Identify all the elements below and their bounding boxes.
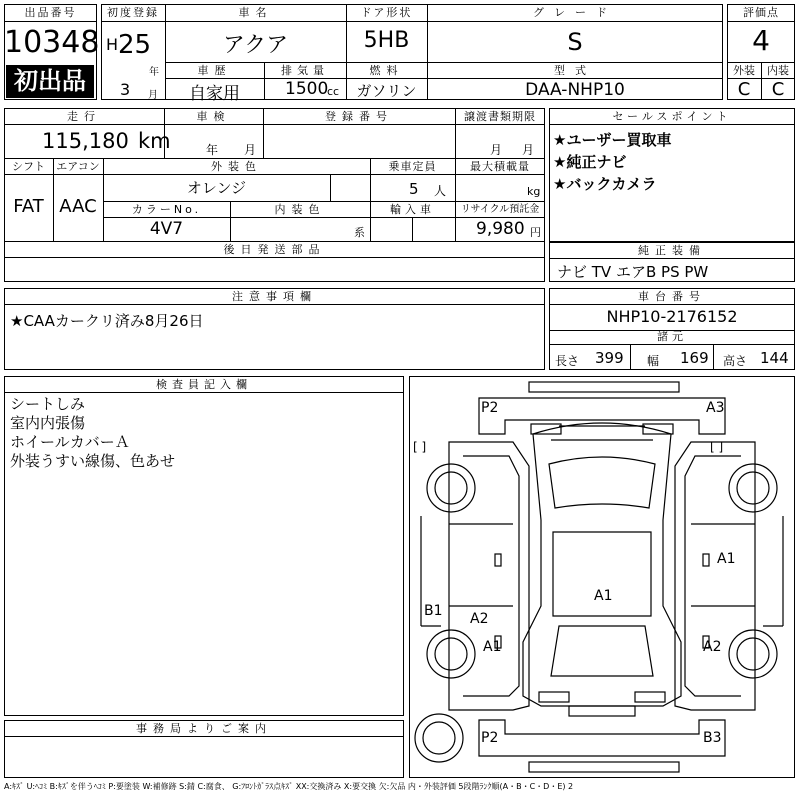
length: 399 <box>595 349 624 367</box>
sales-point: ★純正ナビ <box>553 153 627 171</box>
shift: FAT <box>13 196 44 217</box>
equipment: ナビ TV エアB PS PW <box>557 263 709 281</box>
inspector-line: シートしみ <box>10 395 86 413</box>
equipment-label: 純正装備 <box>638 244 706 257</box>
length-label: 長さ <box>555 354 580 368</box>
transfer-deadline-label: 譲渡書類期限 <box>464 110 536 123</box>
sales-point: ★ユーザー買取車 <box>553 131 672 149</box>
chassis-number: NHP10-2176152 <box>606 307 738 326</box>
reg-month: 3 <box>120 80 131 99</box>
displacement-label: 排気量 <box>281 64 329 77</box>
damage-mark-p2-bottom: P2 <box>481 730 499 746</box>
chassis-label: 車台番号 <box>638 290 706 303</box>
model: DAA-NHP10 <box>525 80 625 100</box>
model-label: 型式 <box>554 64 596 77</box>
office-label: 事務局よりご案内 <box>136 722 272 735</box>
sales-points-label: セールスポイント <box>612 110 732 123</box>
damage-mark-b1-left: B1 <box>424 603 443 619</box>
max-load-label: 最大積載量 <box>470 160 530 173</box>
color-no: 4V7 <box>149 219 184 239</box>
notes-label: 注意事項欄 <box>232 290 317 303</box>
score: 4 <box>752 24 770 57</box>
inspection-month-unit: 月 <box>244 143 257 157</box>
inspection-year-unit: 年 <box>206 143 219 157</box>
reg-month-unit: 月 <box>148 90 158 101</box>
inspector-label: 検査員記入欄 <box>156 378 252 391</box>
first-listing-text: 初出品 <box>14 67 86 95</box>
transfer-day-unit: 月 <box>522 143 535 157</box>
damage-mark-a2-right: A2 <box>703 639 722 655</box>
grade-label: グレード <box>533 6 617 19</box>
first-reg-label: 初度登録 <box>107 6 159 19</box>
color-no-label: カラーNo. <box>131 203 202 216</box>
int-color-unit: 系 <box>354 226 365 239</box>
legend: A:ｷｽﾞ U:ﾍｺﾐ B:ｷｽﾞを伴うﾍｺﾐ P:要塗装 W:補修跡 S:錆 C:腐食、 G:ﾌﾛﾝﾄｶﾞﾗｽ点ｷｽﾞ XX:交換済み X:要交換 欠:欠品 内・外装評価 5段階ﾗﾝｸ順(A・B・C・D・E) 2 <box>4 782 574 791</box>
recycle-unit: 円 <box>530 226 541 239</box>
sales-point: ★バックカメラ <box>553 175 657 193</box>
inspector-line: 室内内張傷 <box>10 414 86 432</box>
ext-color-label: 外装色 <box>211 160 262 173</box>
notes: ★CAAカークリ済み8月26日 <box>10 312 204 330</box>
exterior-grade: C <box>737 79 751 100</box>
history-label: 車歴 <box>197 64 232 77</box>
mileage-label: 走行 <box>67 110 101 123</box>
shift-label: シフト <box>12 160 45 173</box>
aircon: AAC <box>59 196 97 217</box>
bracket-left: [ ] <box>413 440 427 454</box>
mileage-unit: km <box>138 129 171 153</box>
damage-mark-p2-top: P2 <box>481 400 499 416</box>
later-parts-label: 後日発送部品 <box>223 243 326 256</box>
import-label: 輸入車 <box>390 203 435 216</box>
score-label: 評価点 <box>743 6 779 19</box>
door: 5HB <box>363 28 410 53</box>
displacement-unit: cc <box>327 85 340 98</box>
inspection-label: 車検 <box>196 110 231 123</box>
int-color-label: 内装色 <box>274 203 326 216</box>
car-outline-diagram <box>409 376 795 778</box>
transfer-month-unit: 月 <box>490 143 503 157</box>
width: 169 <box>680 349 709 367</box>
max-load-unit: kg <box>527 185 541 198</box>
lot-number-label: 出品番号 <box>24 6 77 19</box>
inspector-line: 外装うすい線傷、色あせ <box>10 452 176 470</box>
capacity: 5 <box>409 180 419 198</box>
bracket-right: [ ] <box>710 440 724 454</box>
mileage: 115,180 <box>42 129 129 153</box>
damage-mark-a3-top: A3 <box>706 400 725 416</box>
ext-color: オレンジ <box>186 179 247 197</box>
capacity-label: 乗車定員 <box>388 160 437 173</box>
car-name-label: 車名 <box>238 6 273 19</box>
reg-year: 25 <box>118 30 152 60</box>
grade: S <box>567 28 583 56</box>
displacement: 1500 <box>285 79 329 99</box>
damage-mark-a1-roof: A1 <box>594 588 613 604</box>
recycle-fee: 9,980 <box>476 219 525 239</box>
width-label: 幅 <box>647 354 660 368</box>
history: 自家用 <box>189 84 240 104</box>
fuel-label: 燃料 <box>369 64 404 77</box>
height-label: 高さ <box>723 354 748 368</box>
reg-era: H <box>106 35 119 54</box>
damage-mark-b3-bottom: B3 <box>703 730 722 746</box>
door-label: ドア形状 <box>360 6 413 19</box>
height: 144 <box>760 349 789 367</box>
damage-mark-a1-right: A1 <box>717 551 736 567</box>
aircon-label: エアコン <box>56 160 100 173</box>
interior-label: 内装 <box>767 64 789 77</box>
recycle-label: リサイクル預託金 <box>460 204 540 215</box>
damage-mark-a1-left: A1 <box>483 639 502 655</box>
reg-year-unit: 年 <box>149 67 159 78</box>
fuel: ガソリン <box>356 82 417 100</box>
car-name: アクア <box>222 33 289 58</box>
exterior-label: 外装 <box>733 64 755 77</box>
interior-grade: C <box>771 79 785 100</box>
inspector-line: ホイールカバーＡ <box>10 433 130 451</box>
specs-label: 諸元 <box>657 330 687 343</box>
lot-number: 10348 <box>4 25 100 60</box>
reg-number-label: 登録番号 <box>325 110 393 123</box>
damage-mark-a2-left: A2 <box>470 611 489 627</box>
capacity-unit: 人 <box>434 184 447 198</box>
